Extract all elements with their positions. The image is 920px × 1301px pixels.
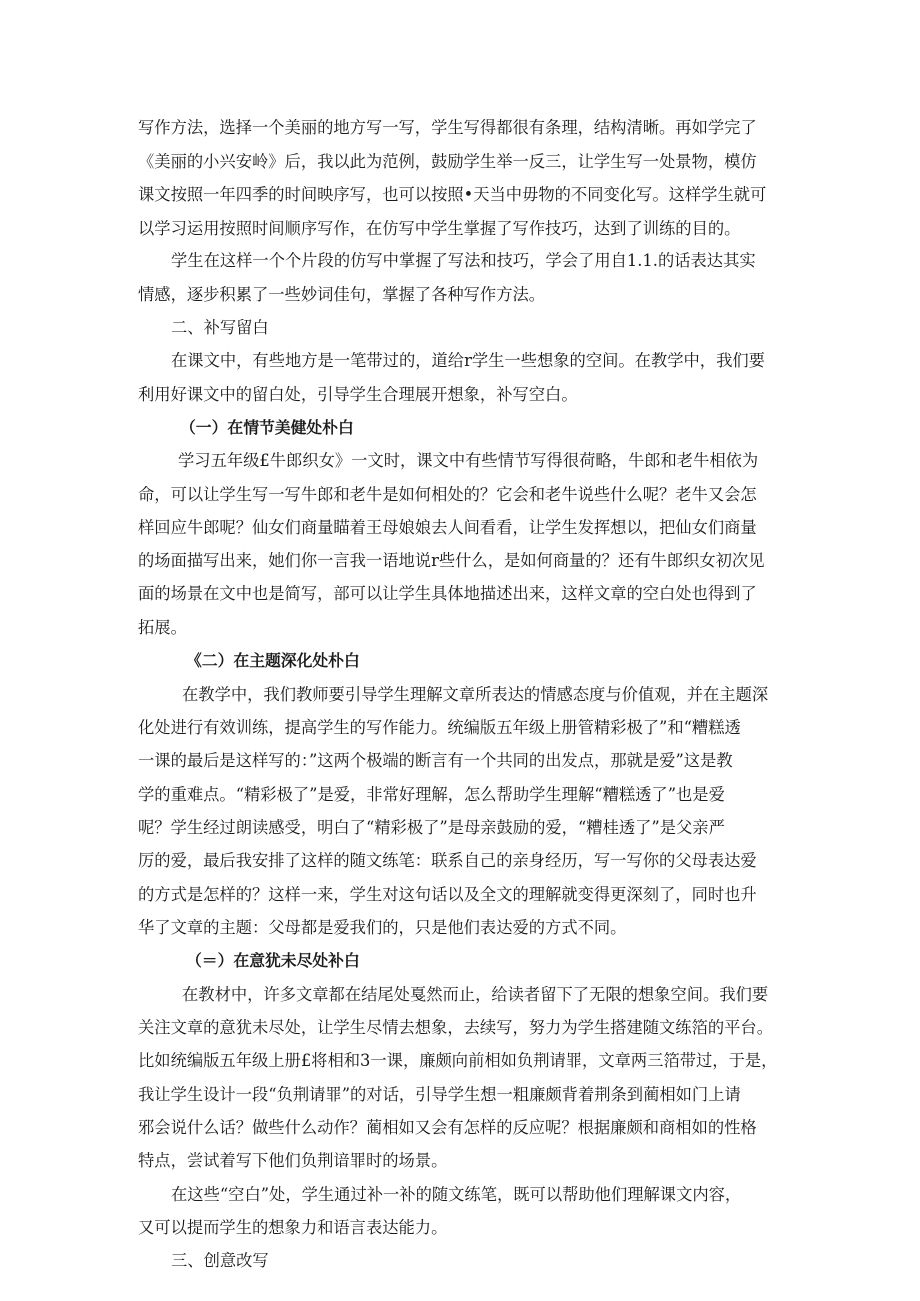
paragraph-line: 化处进行有效训练，提高学生的写作能力。统编版五年级上册管精彩极了”和“糟糕透 <box>138 718 741 737</box>
paragraph-line: 命，可以让学生写一写牛郎和老牛是如何相处的？它会和老牛说些什么呢？老牛又会怎 <box>138 485 757 504</box>
paragraph-line: 在教学中，我们教师要引导学生理解文章所表达的情感态度与价值观，并在主题深 <box>182 685 769 704</box>
paragraph-line: 拓展。 <box>138 618 187 637</box>
paragraph-line: 华了文章的主题：父母都是爱我们的，只是他们表达爱的方式不同。 <box>138 918 627 937</box>
paragraph-line: 写作方法，选择一个美丽的地方写一写，学生写得都很有条理，结构清晰。再如学完了 <box>138 118 757 137</box>
subsection-heading: （一）在情节美健处朴白 <box>180 418 354 437</box>
paragraph-line: 在教材中，许多文章都在结尾处戛然而止，给读者留下了无限的想象空间。我们要 <box>182 985 769 1004</box>
paragraph-line: 学生在这样一个个片段的仿写中掌握了写法和技巧，学会了用自1.1.的话表达其实 <box>171 251 756 270</box>
section-heading: 三、创意改写 <box>171 1251 269 1270</box>
paragraph-line: 在这些“空白”处，学生通过补一补的随文练笔，既可以帮助他们理解课文内容， <box>171 1185 742 1204</box>
paragraph-line: 一课的最后是这样写的：”这两个极端的断言有一个共同的出发点，那就是爱”这是教 <box>138 751 733 770</box>
paragraph-line: 《美丽的小兴安岭》后，我以此为范例，鼓励学生举一反三，让学生写一处景物，模仿 <box>138 152 757 171</box>
paragraph-line: 关注文章的意犹未尽处，让学生尽情去想象，去续写，努力为学生搭建随文练箔的平台。 <box>138 1018 773 1037</box>
paragraph-line: 样回应牛郎呢？仙女们商量瞄着王母娘娘去人间看看，让学生发挥想以，把仙女们商量 <box>138 518 757 537</box>
paragraph-line: 的方式是怎样的？这样一来，学生对这句话以及全文的理解就变得更深刻了，同时也升 <box>138 885 757 904</box>
paragraph-line: 又可以提而学生的想象力和语言表达能力。 <box>138 1218 448 1237</box>
paragraph-line: 比如统编版五年级上册£将相和3一课，廉颇向前相如负荆请罪，文章两三箔带过，于是， <box>138 1051 778 1070</box>
paragraph-line: 的场面描写出来，她们你一言我一语地说r些什么，是如何商量的？还有牛郎织女初次见 <box>138 551 765 570</box>
paragraph-line: 学习五年级£牛郎织女》一文时，课文中有些情节写得很荷略，牛郎和老牛相依为 <box>178 451 759 470</box>
paragraph-line: 学的重难点。“精彩极了”是爱，非常好理解，怎么帮助学生理解“糟糕透了”也是爱 <box>138 785 725 804</box>
paragraph-line: 我让学生设计一段“负荆请罪”的对话，引导学生想一粗廉颇背着荆条到蔺相如门上请 <box>138 1085 741 1104</box>
paragraph-line: 厉的爱，最后我安排了这样的随文练笔：联系自己的亲身经历，写一写你的父母表达爱 <box>138 851 757 870</box>
paragraph-line: 面的场景在文中也是简写，部可以让学生具体地描述出来，这样文章的空白处也得到了 <box>138 584 757 603</box>
subsection-heading: 《二）在主题深化处朴白 <box>186 651 360 670</box>
paragraph-line: 特点，尝试着写下他们负荆谙罪时的场景。 <box>138 1151 448 1170</box>
paragraph-line: 情感，逐步积累了一些妙词佳句，掌握了各种写作方法。 <box>138 285 546 304</box>
section-heading: 二、补写留白 <box>171 318 269 337</box>
subsection-heading: （＝）在意犹未尽处补白 <box>186 951 360 970</box>
paragraph-line: 呢？学生经过朗读感受，明白了“精彩极了”是母亲鼓励的爱，“糟桂透了”是父亲严 <box>138 818 725 837</box>
paragraph-line: 以学习运用按照时间顺序写作，在仿写中学生掌握了写作技巧，达到了训练的目的。 <box>138 219 741 238</box>
paragraph-line: 邪会说什么话？做些什么动作？蔺相如又会有怎样的反应呢？根据廉颇和商相如的性格 <box>138 1118 757 1137</box>
paragraph-line: 课文按照一年四季的时间映序写，也可以按照•天当中毋物的不同变化写。这样学生就可 <box>138 185 767 204</box>
paragraph-line: 在课文中，有些地方是一笔带过的，道给r学生一些想象的空间。在教学中，我们要 <box>171 351 765 370</box>
paragraph-line: 利用好课文中的留白处，引导学生合理展开想象，补写空白。 <box>138 385 578 404</box>
